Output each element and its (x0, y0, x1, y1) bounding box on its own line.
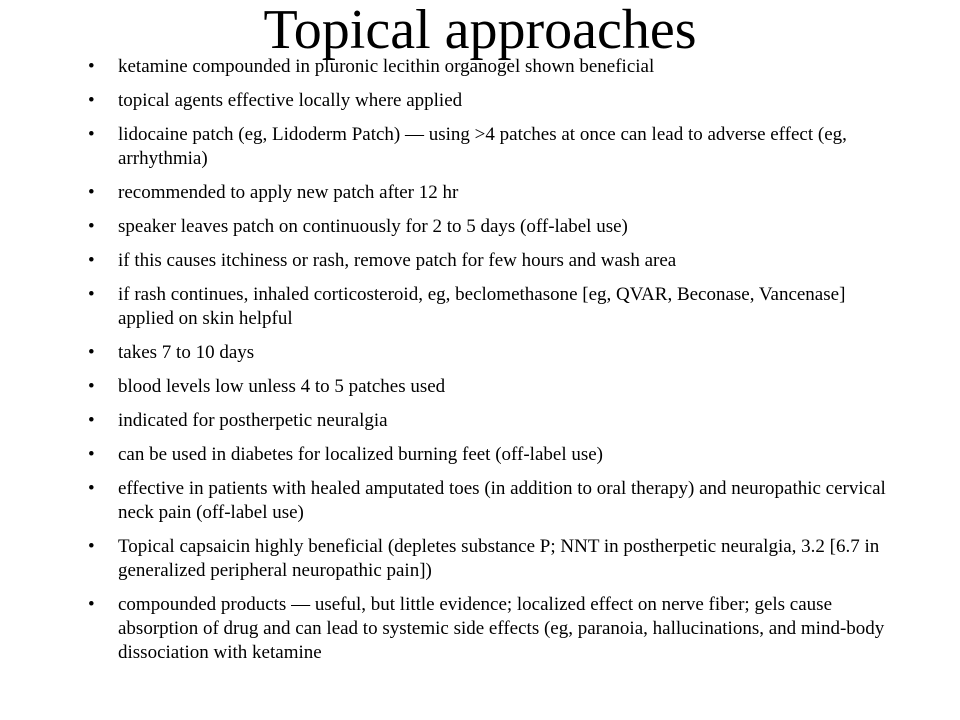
bullet-dot-icon: • (88, 594, 95, 615)
bullet-text: if this causes itchiness or rash, remove patch for few hours and wash area (118, 250, 677, 271)
bullet-dot-icon: • (88, 536, 95, 557)
bullet-dot-icon: • (88, 250, 95, 271)
bullet-text: compounded products — useful, but little evidence; localized effect on nerve fiber; gels cause absorption of drug and can lead to systemic side effects (eg, paranoia, hallucinations, and mind-body dissociation with ketamine (118, 594, 885, 663)
bullet-text: topical agents effective locally where applied (118, 90, 463, 111)
bullet-item (88, 283, 888, 331)
bullet-dot-icon: • (88, 342, 95, 363)
bullet-text: Topical capsaicin highly beneficial (depletes substance P; NNT in postherpetic neuralgia, 3.2 [6.7 in generalized peripheral neuropathic pain]) (118, 536, 880, 581)
bullet-dot-icon: • (88, 90, 95, 111)
bullet-text: recommended to apply new patch after 12 hr (118, 182, 459, 203)
bullet-list (88, 55, 888, 675)
bullet-text: can be used in diabetes for localized burning feet (off-label use) (118, 444, 604, 465)
bullet-text: ketamine compounded in pluronic lecithin organogel shown beneficial (118, 56, 655, 77)
bullet-item (88, 123, 888, 171)
bullet-text: indicated for postherpetic neuralgia (118, 410, 388, 431)
bullet-item (88, 375, 888, 399)
bullet-item (88, 249, 888, 273)
bullet-dot-icon: • (88, 216, 95, 237)
bullet-dot-icon: • (88, 284, 95, 305)
bullet-dot-icon: • (88, 410, 95, 431)
bullet-text: if rash continues, inhaled corticosteroid, eg, beclomethasone [eg, QVAR, Beconase, Vancenase] applied on skin helpful (118, 284, 846, 329)
bullet-item (88, 181, 888, 205)
bullet-dot-icon: • (88, 444, 95, 465)
slide-title: Topical approaches (263, 0, 697, 61)
bullet-item (88, 443, 888, 467)
bullet-dot-icon: • (88, 56, 95, 77)
bullet-text: speaker leaves patch on continuously for 2 to 5 days (off-label use) (118, 216, 628, 237)
bullet-item (88, 409, 888, 433)
bullet-item (88, 89, 888, 113)
bullet-dot-icon: • (88, 182, 95, 203)
bullet-item (88, 215, 888, 239)
bullet-item (88, 55, 888, 79)
bullet-item (88, 477, 888, 525)
bullet-text: takes 7 to 10 days (118, 342, 255, 363)
bullet-text: effective in patients with healed amputated toes (in addition to oral therapy) and neuropathic cervical neck pain (off-label use) (118, 478, 886, 523)
bullet-item (88, 341, 888, 365)
bullet-dot-icon: • (88, 478, 95, 499)
bullet-dot-icon: • (88, 124, 95, 145)
bullet-item (88, 535, 888, 583)
bullet-text: blood levels low unless 4 to 5 patches used (118, 376, 446, 397)
bullet-dot-icon: • (88, 376, 95, 397)
bullet-text: lidocaine patch (eg, Lidoderm Patch) — using >4 patches at once can lead to adverse effect (eg, arrhythmia) (118, 124, 847, 169)
bullet-item (88, 593, 888, 665)
